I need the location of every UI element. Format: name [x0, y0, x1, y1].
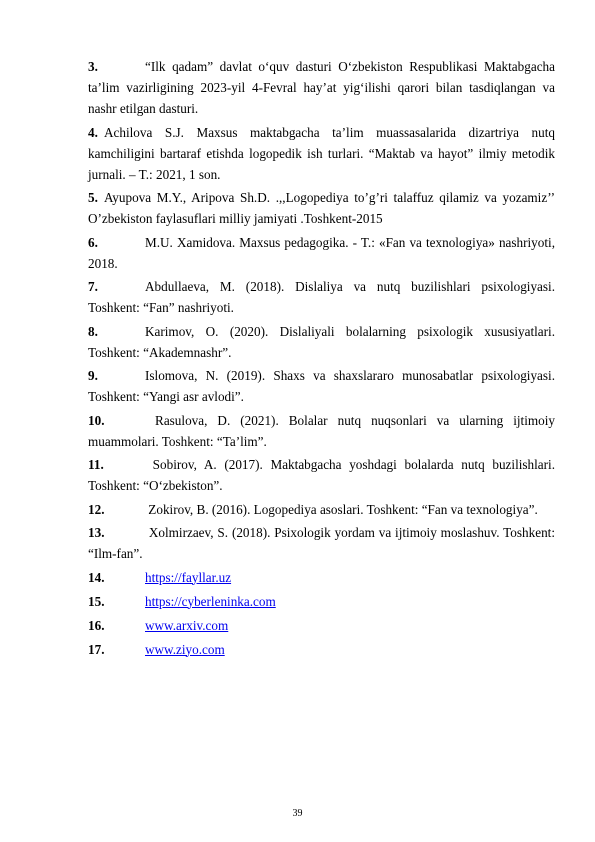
reference-number: 9. — [88, 368, 98, 383]
reference-number: 13. — [88, 525, 105, 540]
reference-link-item — [88, 591, 555, 612]
reference-text: “Ilk qadam” davlat o‘quv dasturi O‘zbekiston Respublikasi Maktabgacha ta’lim vazirligining 2023-yil 4-Fevral hay’at yig‘ilishi qarori bilan tasdiqlangan va nashr etilgan dasturi. — [88, 59, 555, 116]
reference-link[interactable]: https://cyberleninka.com — [145, 593, 276, 609]
reference-item — [88, 232, 555, 274]
reference-text: Rasulova, D. (2021). Bolalar nutq nuqsonlari va ularning ijtimoiy muammolari. Toshkent: “Ta’lim”. — [88, 412, 555, 449]
reference-number: 6. — [88, 234, 98, 250]
reference-number: 17. — [88, 641, 105, 657]
reference-text: Islomova, N. (2019). Shaxs va shaxslararo munosabatlar psixologiyasi. Toshkent: “Yangi asr avlodi”. — [88, 368, 555, 404]
reference-number: 4. — [88, 124, 98, 140]
reference-item — [88, 276, 555, 318]
reference-number: 5. — [88, 190, 98, 205]
reference-item — [88, 522, 555, 564]
reference-text: M.U. Xamidova. Maxsus pedagogika. - T.: «Fan va texnologiya» nashriyoti, 2018. — [88, 234, 555, 271]
reference-link[interactable]: https://fayllar.uz — [145, 569, 232, 585]
reference-item — [88, 454, 555, 496]
reference-number: 7. — [88, 279, 98, 294]
reference-number: 12. — [88, 501, 105, 517]
reference-item — [88, 365, 555, 407]
reference-text: Abdullaeva, M. (2018). Dislaliya va nutq buzilishlari psixologiyasi. Toshkent: “Fan” nashriyoti. — [88, 279, 555, 315]
reference-number: 10. — [88, 412, 105, 428]
reference-link-item — [88, 639, 555, 660]
reference-number: 15. — [88, 593, 105, 609]
reference-link[interactable]: www.ziyo.com — [145, 641, 225, 657]
links-container — [88, 567, 555, 660]
reference-number: 16. — [88, 617, 105, 633]
reference-text: Zokirov, B. (2016). Logopediya asoslari. Toshkent: “Fan va texnologiya”. — [145, 501, 538, 517]
reference-item — [88, 187, 555, 229]
reference-item — [88, 122, 555, 185]
page-number: 39 — [292, 808, 303, 819]
reference-text: Xolmirzaev, S. (2018). Psixologik yordam va ijtimoiy moslashuv. Toshkent: “Ilm-fan”. — [88, 525, 555, 561]
reference-text: Ayupova M.Y., Aripova Sh.D. .,,Logopediya to’g’ri talaffuz qilamiz va yozamiz’’ O’zbekiston faylasuflari milliy jamiyati .Toshkent-2015 — [88, 190, 555, 226]
references-container — [88, 56, 555, 564]
reference-text: Achilova S.J. Maxsus maktabgacha ta’lim muassasalarida dizartriya nutq kamchiligini bartaraf etishda logopedik ish turlari. “Maktab va hayot” ilmiy metodik jurnali. – T.: 2021, 1 son. — [88, 124, 555, 182]
reference-item — [88, 321, 555, 363]
reference-number: 8. — [88, 323, 98, 339]
reference-item — [88, 499, 555, 520]
reference-text: Karimov, O. (2020). Dislaliyali bolalarning psixologik xususiyatlari. Toshkent: “Akademnashr”. — [88, 323, 555, 360]
reference-number: 14. — [88, 569, 105, 585]
reference-item — [88, 410, 555, 452]
reference-item — [88, 56, 555, 119]
reference-link[interactable]: www.arxiv.com — [145, 617, 229, 633]
reference-number: 11. — [88, 457, 104, 472]
reference-link-item — [88, 567, 555, 588]
reference-text: Sobirov, A. (2017). Maktabgacha yoshdagi bolalarda nutq buzilishlari. Toshkent: “O‘zbekiston”. — [88, 457, 555, 493]
reference-list — [88, 56, 555, 663]
reference-link-item — [88, 615, 555, 636]
reference-number: 3. — [88, 59, 98, 74]
